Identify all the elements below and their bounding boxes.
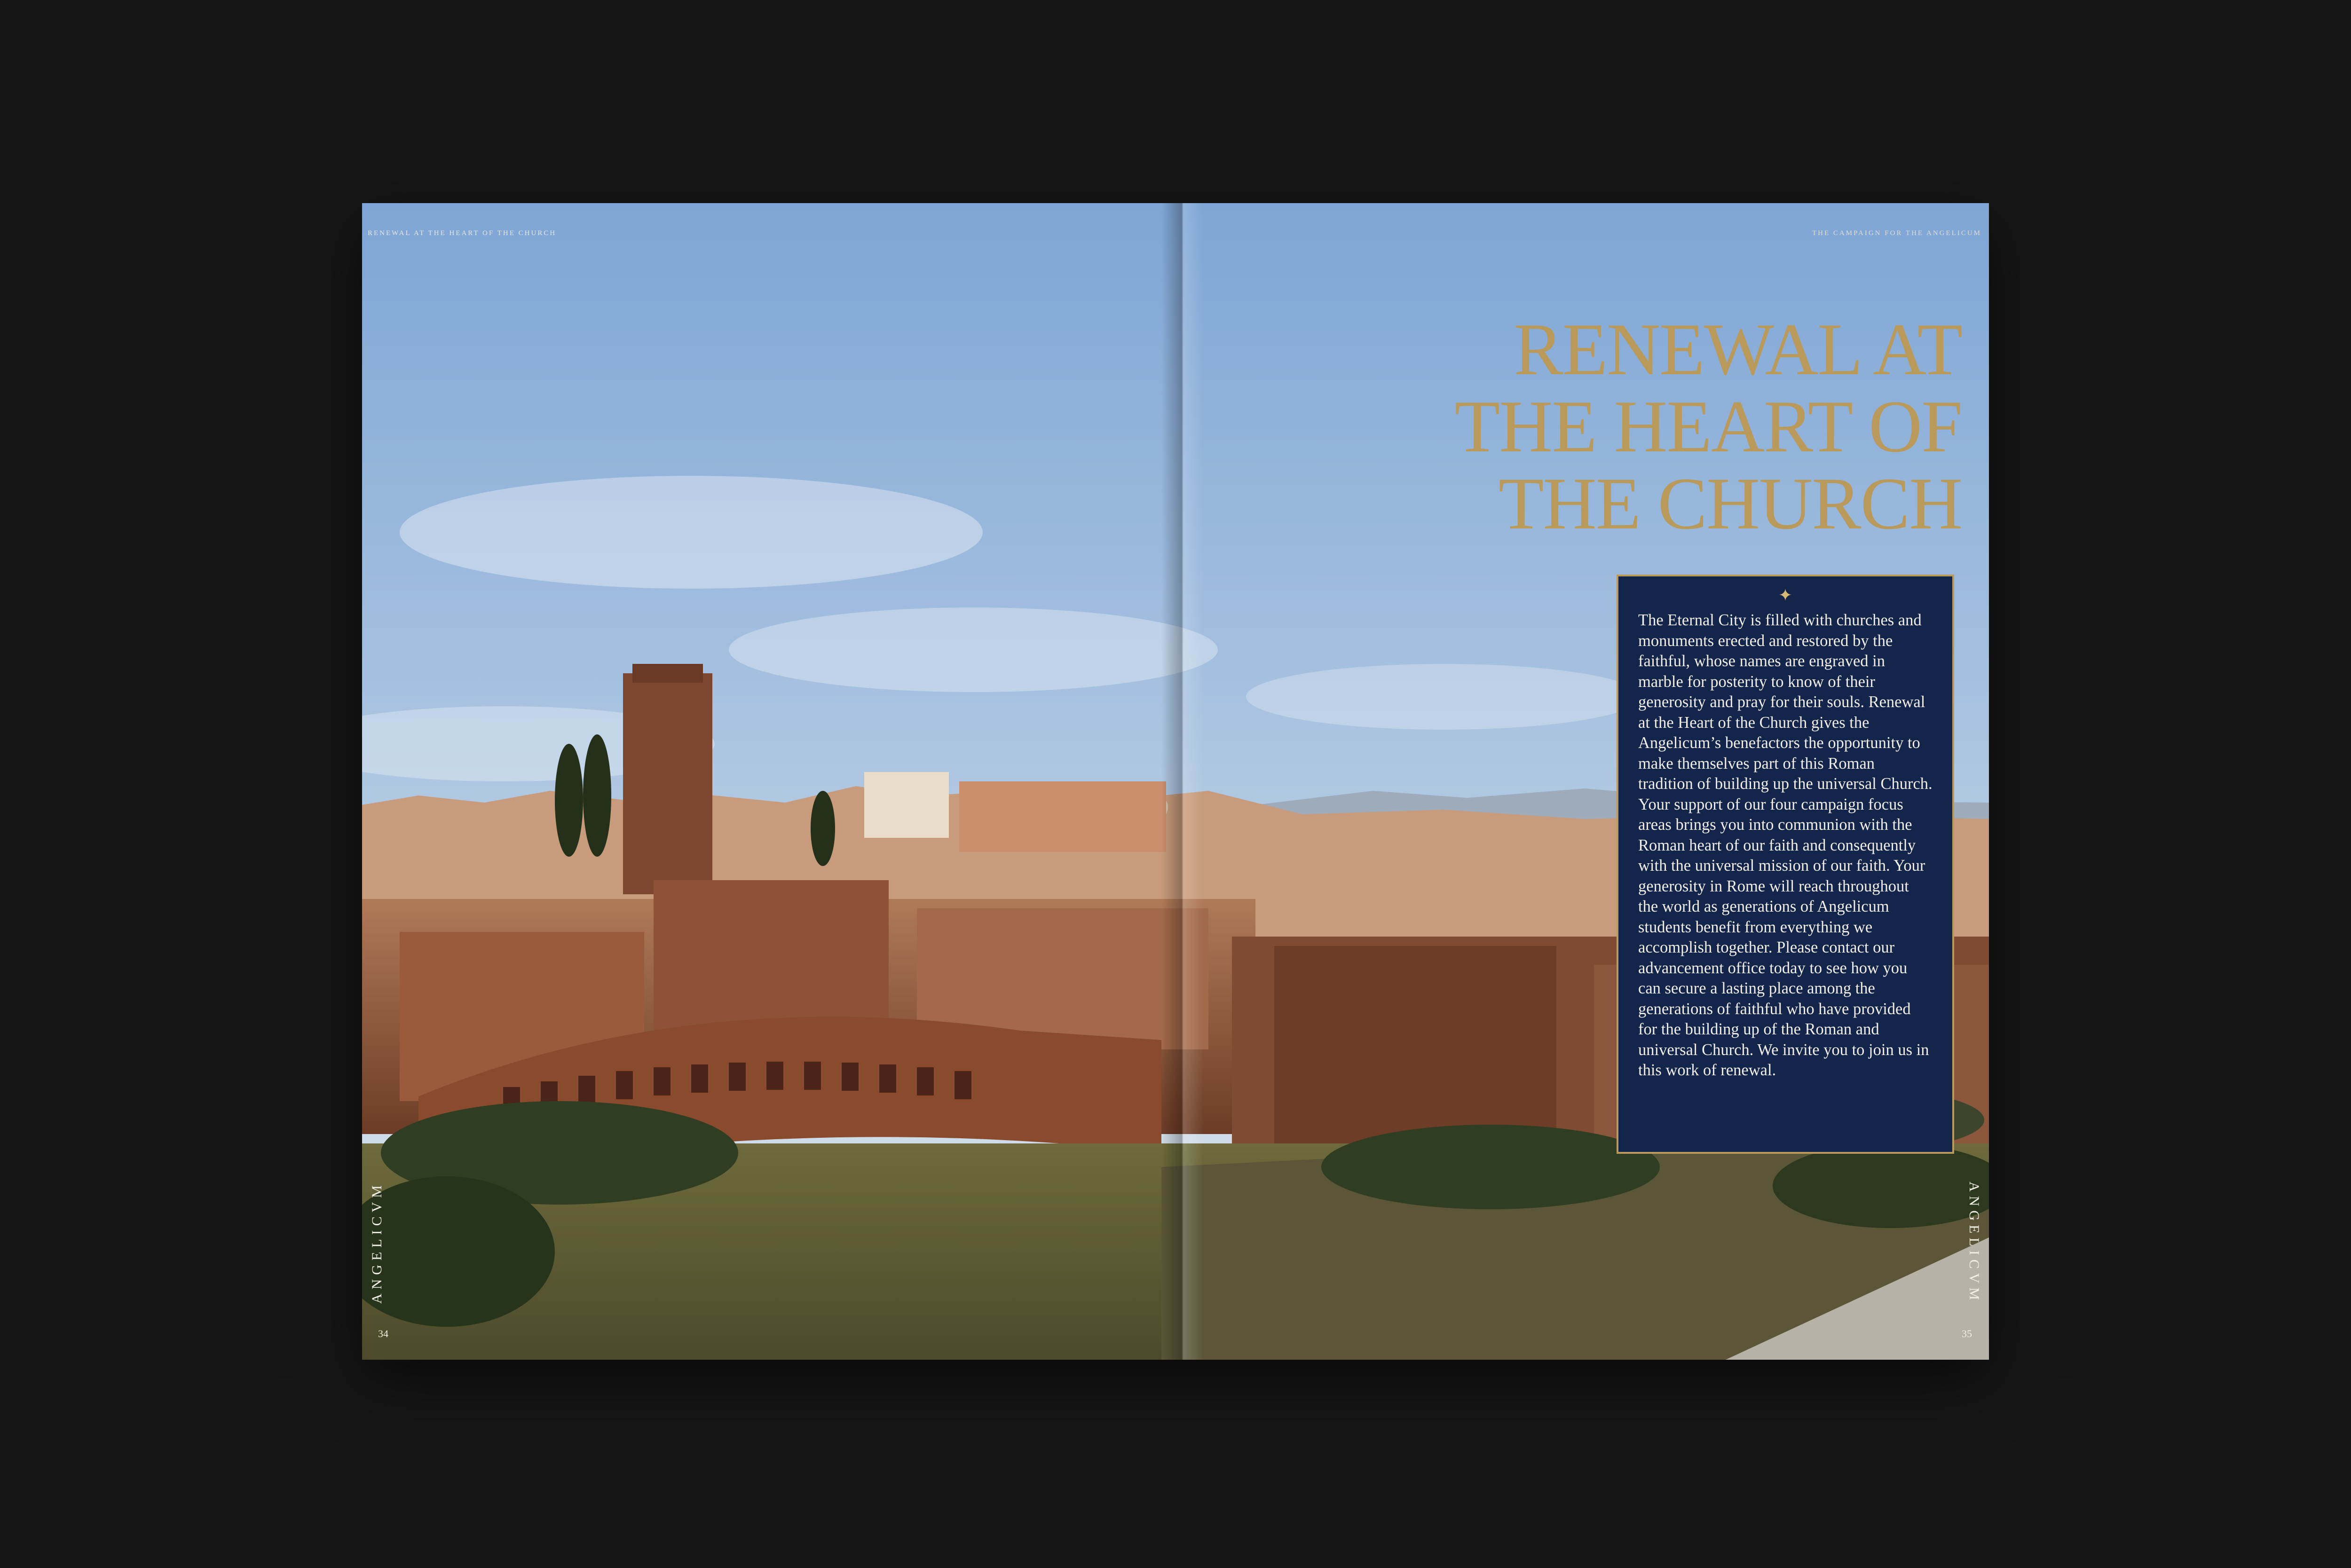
- right-brand-mark: ANGELICVM: [1966, 1182, 1982, 1304]
- headline-line-2: THE HEART OF: [1454, 386, 1962, 468]
- right-page-number: 35: [1962, 1328, 1972, 1339]
- headline-line-3: THE CHURCH: [1498, 463, 1962, 545]
- article-headline: [1397, 308, 1962, 545]
- left-page-number: 34: [378, 1328, 388, 1339]
- headline-line-1: RENEWAL AT: [1514, 308, 1962, 391]
- magazine-spread: [362, 203, 1989, 1360]
- page-gutter: [1161, 203, 1204, 1360]
- left-running-head: RENEWAL AT THE HEART OF THE CHURCH: [368, 229, 557, 237]
- intro-paragraph: The Eternal City is filled with churches and monuments erected and restored by the faithful, whose names are engraved in marble for posterity to know of their generosity and pray for their souls. Renewal at the Heart of the Church gives the Angelicum’s benefactors the opportunity to make themselves part of this Roman tradition of building up the universal Church. Your support of our four campaign focus areas brings you into communion with the Roman heart of our faith and consequently with the universal mission of our faith. Your generosity in Rome will reach throughout the world as generations of Angelicum students benefit from everything we accomplish together. Please contact our advancement office today to see how you can secure a lasting place among the generations of faithful who have provided for the building up of the Roman and universal Church. We invite you to join us in this work of renewal.: [1638, 611, 1933, 1079]
- left-brand-mark: ANGELICVM: [369, 1181, 385, 1304]
- intro-text-box: [1617, 575, 1954, 1154]
- right-running-head: THE CAMPAIGN FOR THE ANGELICUM: [1812, 229, 1981, 237]
- star-ornament-icon: ✦: [1778, 586, 1793, 605]
